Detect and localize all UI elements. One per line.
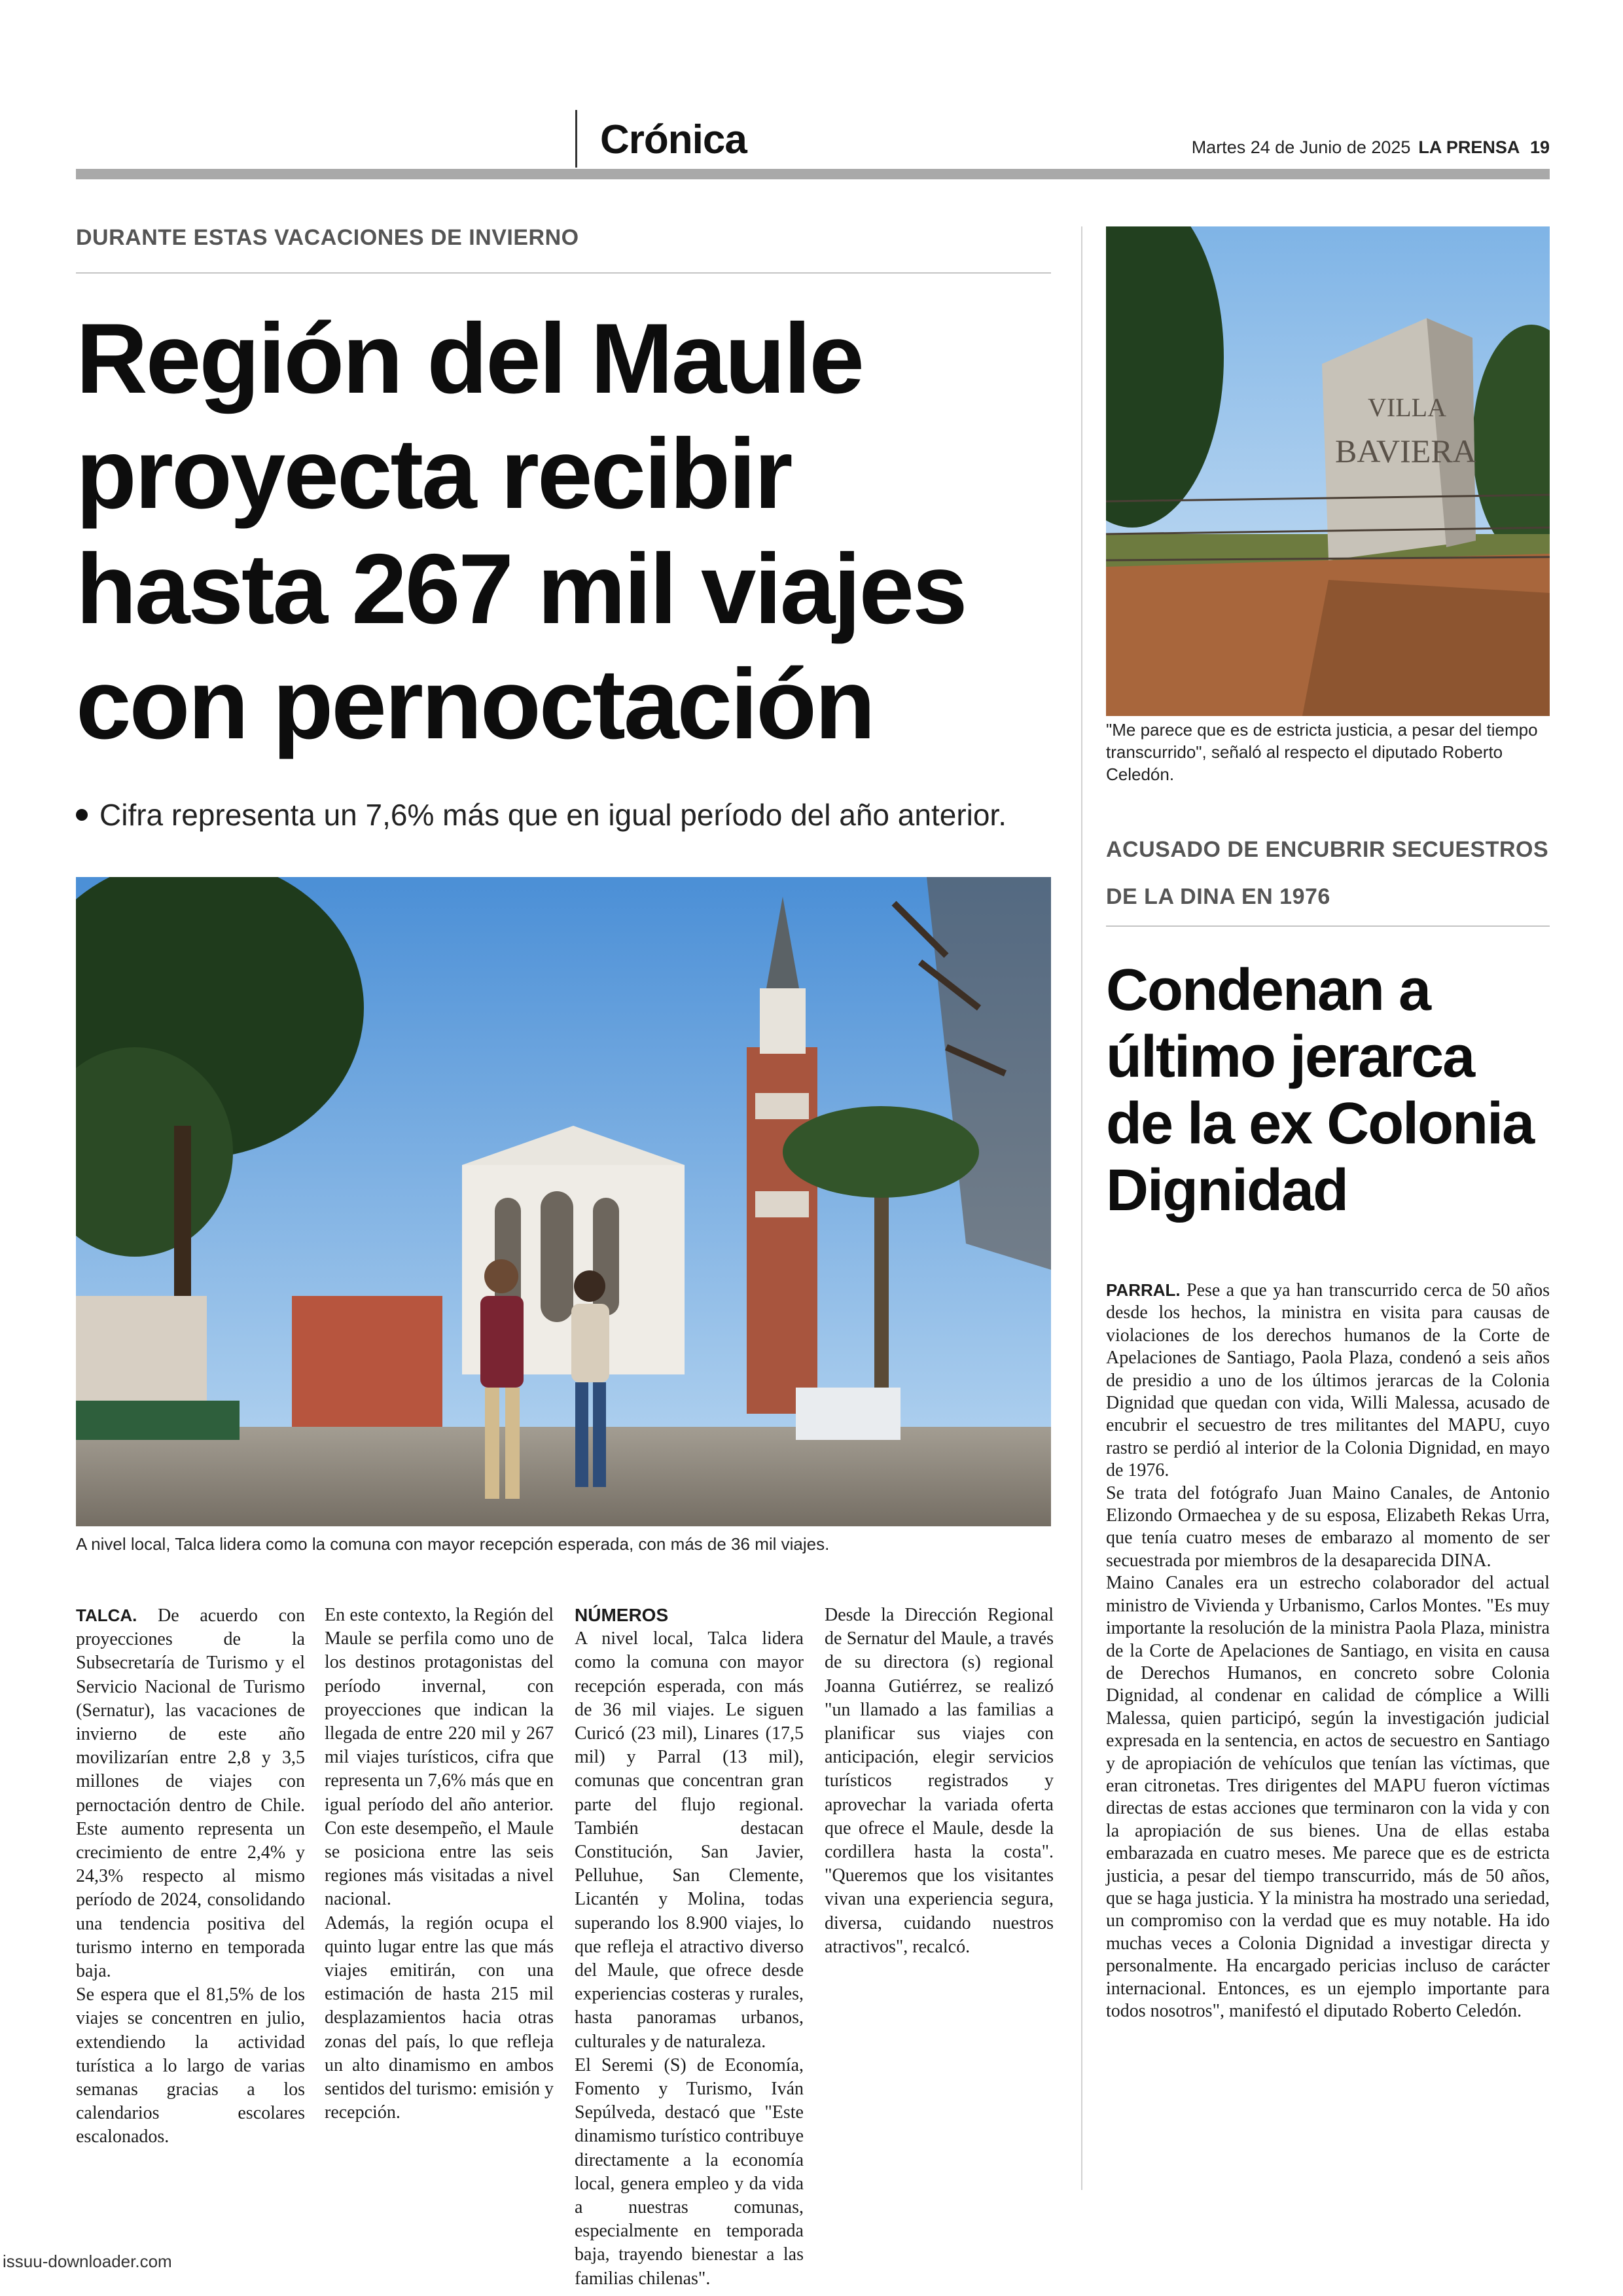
section-name: Crónica [600,117,747,162]
bullet-icon [76,809,88,821]
issue-date: Martes 24 de Junio de 2025 [1191,137,1411,157]
main-kicker: DURANTE ESTAS VACACIONES DE INVIERNO [76,225,579,250]
main-dateline: TALCA. [76,1605,137,1625]
side-body-paragraph [1106,1279,1550,1482]
main-body-subhead: NÚMEROS [575,1605,669,1625]
sign-text-line2: BAVIERA [1335,433,1476,469]
side-body-paragraph: Maino Canales era un estrecho colaborador del actual ministro de Vivienda y Urbanismo, Carlos Montes. "Es muy importante la resolución de la ministra Paola Plaza, ministra de la Corte de Apelaciones de Santiago, en visita en causa de Derechos Humanos, en concreto sobre Colonia Dignidad, al condenar en calidad de cómplice a Willi Malessa, quien participó, según la investigación judicial expresada en la sentencia, en actos de secuestro en Santiago y de apropiación de vehículos que tenían las víctimas, que eran citronetas. Tres dirigentes del MAPU fueron víctimas directas de estas acciones que terminaron con la vida y con la apropiación de sus bienes. Una de ellas estaba embarazada en cuatro meses. Me parece que es de estricta justicia, a pesar del tiempo transcurrido, más de 50 años, que se haga justicia. Y la ministra ha mostrado una seriedad, un compromiso con la verdad que es muy notable. Ha ido muchas veces a Colonia Dignidad a investigar directa y personalmente. Ha encargado pericias incluso de carácter internacional. Entonces, es un ejemplo importante para todos nosotros", manifestó el diputado Roberto Celedón. [1106,1573,1550,2021]
main-body-paragraph: Se espera que el 81,5% de los viajes se concentren en julio, extendiendo la actividad turística a lo largo de varias semanas gracias a los calendarios escolares escalonados. [76,1984,305,2147]
side-kicker: ACUSADO DE ENCUBRIR SECUESTROS DE LA DINA EN 1976 [1106,837,1549,909]
main-body-text: De acuerdo con proyecciones de la Subsecretaría de Turismo y el Servicio Nacional de Turismo (Sernatur), las vacaciones de invierno de este año movilizarían entre 2,8 y 3,5 millones de viajes con pernoctación dentro de Chile. Este aumento representa un crecimiento de entre 2,4% y 24,3% respecto al mismo período de 2024, consolidando una tendencia positiva del turismo interno en temporada baja. [76,1605,305,1982]
side-photo-caption: "Me parece que es de estricta justicia, a pesar del tiempo transcurrido", señaló al respecto el diputado Roberto Celedón. [1106,720,1538,784]
main-body-paragraph: El Seremi (S) de Economía, Fomento y Turismo, Iván Sepúlveda, destacó que "Este dinamismo turístico contribuye directamente a la economía local, genera empleo y da vida a nuestras comunas, especialmente en temporada baja, trayendo bienestar a las familias chilenas". [575,2054,804,2289]
side-dateline: PARRAL. [1106,1280,1181,1300]
publication-name: LA PRENSA [1418,137,1520,157]
header-info [1192,137,1550,158]
main-subhead-text: Cifra representa un 7,6% más que en igual período del año anterior. [99,798,1007,832]
main-body-paragraph: Además, la región ocupa el quinto lugar entre las que más viajes emitirán, con una estimación de hasta 215 mil desplazamientos hacia otras zonas del país, lo que refleja un alto dinamismo en ambos sentidos del turismo: emisión y recepción. [325,1912,554,2123]
side-body-text: Pese a que ya han transcurrido cerca de 50 años desde los hechos, la ministra en visita para causas de violaciones de los derechos humanos de la Corte de Apelaciones de Santiago, Paola Plaza, condenó a seis años de presidio a uno de los últimos jerarcas de la Colonia Dignidad que quedan con vida, Willi Malessa, acusado de encubrir el secuestro de tres militantes del MAPU, cuyo rastro se perdió al interior de la Colonia Dignidad, en mayo de 1976. [1106,1280,1550,1481]
page-number: 19 [1529,137,1550,157]
main-body-column-2 [325,1604,554,2125]
header-rule [76,169,1550,179]
side-photo-villa-baviera-sign [1106,226,1550,716]
main-body-paragraph: En este contexto, la Región del Maule se perfila como uno de los destinos protagonistas del período invernal, con proyecciones que indican la llegada de entre 220 mil y 267 mil viajes turísticos, cifra que representa un 7,6% más que en igual período del año anterior. Con este desempeño, el Maule se posiciona entre las seis regiones más visitadas a nivel nacional. [325,1605,554,1910]
main-body-paragraph: Desde la Dirección Regional de Sernatur del Maule, a través de su directora (s) regional Joanna Gutiérrez, se realizó "un llamado a las familias a planificar sus viajes con anticipación, elegir servicios turísticos registrados y aprovechar la variada oferta que ofrece el Maule, desde la cordillera hasta la costa". "Queremos que los visitantes vivan una experiencia segura, diversa, cuidando nuestros atractivos", recalcó. [825,1605,1054,1957]
side-body-paragraph: Se trata del fotógrafo Juan Maino Canales, de Antonio Elizondo Ormaechea y de su esposa, Elizabeth Rekas Urra, que tenía cuatro meses de embarazo al momento de ser secuestrada por miembros de la desaparecida DINA. [1106,1482,1550,1571]
side-body [1106,1279,1550,2022]
main-photo-caption: A nivel local, Talca lidera como la comuna con mayor recepción esperada, con más de 36 mil viajes. [76,1534,830,1554]
side-photo-illustration [1106,226,1550,716]
main-body-column-3 [575,1604,804,2291]
main-body-column-4 [825,1604,1054,1959]
side-headline: Condenan a último jerarca de la ex Colonia Dignidad [1106,958,1534,1223]
main-photo-illustration [76,877,1051,1526]
main-photo-talca-plaza [76,877,1051,1526]
main-body-paragraph [76,1604,305,1983]
source-watermark: issuu-downloader.com [3,2251,172,2271]
side-kicker-rule [1106,925,1550,927]
sign-text-line1: VILLA [1368,393,1446,422]
column-rule [1081,226,1082,2190]
main-body-column-1 [76,1604,305,2149]
main-headline: Región del Maule proyecta recibir hasta 267 mil viajes con pernoctación [76,303,966,760]
main-body-paragraph: A nivel local, Talca lidera como la comuna con mayor recepción esperada, con más de 36 mil viajes. Le siguen Curicó (23 mil), Linares (17,5 mil) y Parral (13 mil), comunas que concentran gran parte del flujo regional. También destacan Constitución, San Javier, Pelluhue, San Clemente, Licantén y Molina, todas superando los 8.900 viajes, lo que refleja el atractivo diverso del Maule, que ofrece desde experiencias costeras y rurales, hasta panoramas urbanos, culturales y de naturaleza. [575,1628,804,2052]
header-divider [575,110,577,168]
main-subhead [76,797,1058,833]
main-kicker-rule [76,272,1051,274]
